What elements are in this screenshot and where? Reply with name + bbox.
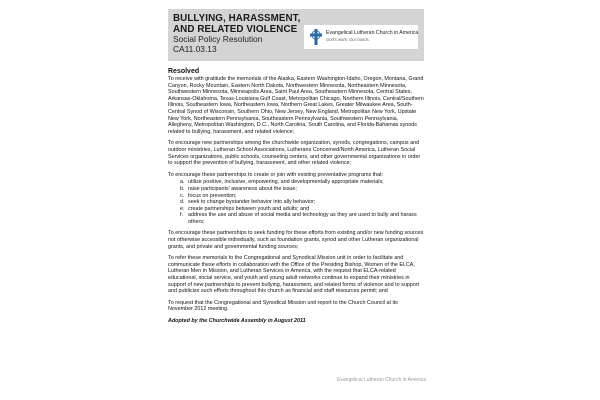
logo-name: Evangelical Lutheran Church in America <box>326 30 419 36</box>
list-item-text: seek to change bystander behavior into ally behavior; <box>188 199 316 206</box>
footer-org-name: Evangelical Lutheran Church in America <box>337 377 426 383</box>
list-item-text: address the use and abuse of social media and technology as they are used to bully and harass others; <box>188 212 417 225</box>
list-marker: a. <box>180 179 185 186</box>
resolution-body <box>168 68 424 325</box>
title-block <box>173 13 303 54</box>
list-item-text: focus on prevention; <box>188 192 237 199</box>
list-marker: d. <box>180 199 185 206</box>
section-heading: Resolved <box>168 68 200 75</box>
list-item <box>168 179 424 186</box>
adoption-note: Adopted by the Churchwide Assembly in August 2011 <box>168 318 306 324</box>
paragraph: To encourage these partnerships to create or join with existing preventative programs that: <box>168 171 384 178</box>
document-subtitle: Social Policy Resolution <box>173 34 263 44</box>
list-item-text: create partnerships between youth and adults; and <box>188 205 310 212</box>
program-list <box>168 179 424 225</box>
paragraph: To refer these memorials to the Congregational and Synodical Mission unit in order to facilitate and communicate these efforts in collaboration with the Office of the Presiding Bishop, Women of the ELCA, Lutheran Men in Mission, and Lutheran Services in America, with the request that ELCA-related educational, social service, and youth and young adult networks continue to expand their ministries in support of new partnerships to prevent bullying, harassment, and related forms of violence and to support and publicize such efforts throughout this church as financial and staff resources permit; and <box>168 255 420 295</box>
elca-cross-icon <box>309 29 323 45</box>
logo-tagline: God's work. Our hands. <box>326 37 370 42</box>
list-item <box>168 212 424 225</box>
paragraph: To receive with gratitude the memorials of the Alaska, Eastern Washington-Idaho, Oregon, Montana, Grand Canyon, Rocky Mountain, Eastern North Dakota, Northwestern Minnesota, Northeastern Minnesota, Southwestern Minnesota, Minneapolis Area, Saint Paul Area, Southeastern Minnesota, Central States, Arkansas-Oklahoma, Texas-Louisiana Gulf Coast, Metropolitan Chicago, Northern Illinois, Central/Southern Illinois, Southeastern Iowa, Northeastern Iowa, Northern Great Lakes, Greater Milwaukee Area, South-Central Synod of Wisconsin, Southern Ohio, New Jersey, New England, Metropolitan New York, Upstate New York, Northeastern Pennsylvania, Southeastern Pennsylvania, Southwestern Pennsylvania, Allegheny, Metropolitan Washington, D.C., North Carolina, South Carolina, and Florida-Bahamas synods related to bullying, harassment, and related violence; <box>168 76 424 135</box>
list-item <box>168 193 424 200</box>
document-title-line-2: AND RELATED VIOLENCE <box>173 24 298 35</box>
elca-logo <box>304 25 418 49</box>
list-item <box>168 199 424 206</box>
list-marker: e. <box>180 205 185 212</box>
resolution-code: CA11.03.13 <box>173 43 217 54</box>
list-marker: b. <box>180 185 185 192</box>
list-marker: f. <box>180 212 183 219</box>
paragraph: To encourage these partnerships to seek funding for these efforts from existing and/or new funding sources not otherwise accessible individually, such as foundation grants, synod and other Lutheran organizational grants, and private and governmental funding sources; <box>168 230 424 250</box>
list-item-text: raise participants' awareness about the issue; <box>188 185 297 192</box>
list-item <box>168 186 424 193</box>
paragraph: To encourage new partnerships among the churchwide organization, synods, congregations, campus and outdoor ministries, Lutheran School Associations, Lutherans Concerned/North America, Lutheran Social Services organizations, public schools, counseling centers, and other governmental organizations in order to support the prevention of bullying, harassment, and other related violence; <box>168 140 421 167</box>
list-item-text: utilize positive, inclusive, empowering, and developmentally appropriate materials; <box>188 179 384 186</box>
list-item <box>168 206 424 213</box>
list-marker: c. <box>180 192 185 199</box>
document-title-line-1: BULLYING, HARASSMENT, <box>173 13 301 24</box>
paragraph: To request that the Congregational and Synodical Mission unit report to the Church Council at its November 2012 meeting. <box>168 299 398 313</box>
header-banner <box>168 9 424 61</box>
